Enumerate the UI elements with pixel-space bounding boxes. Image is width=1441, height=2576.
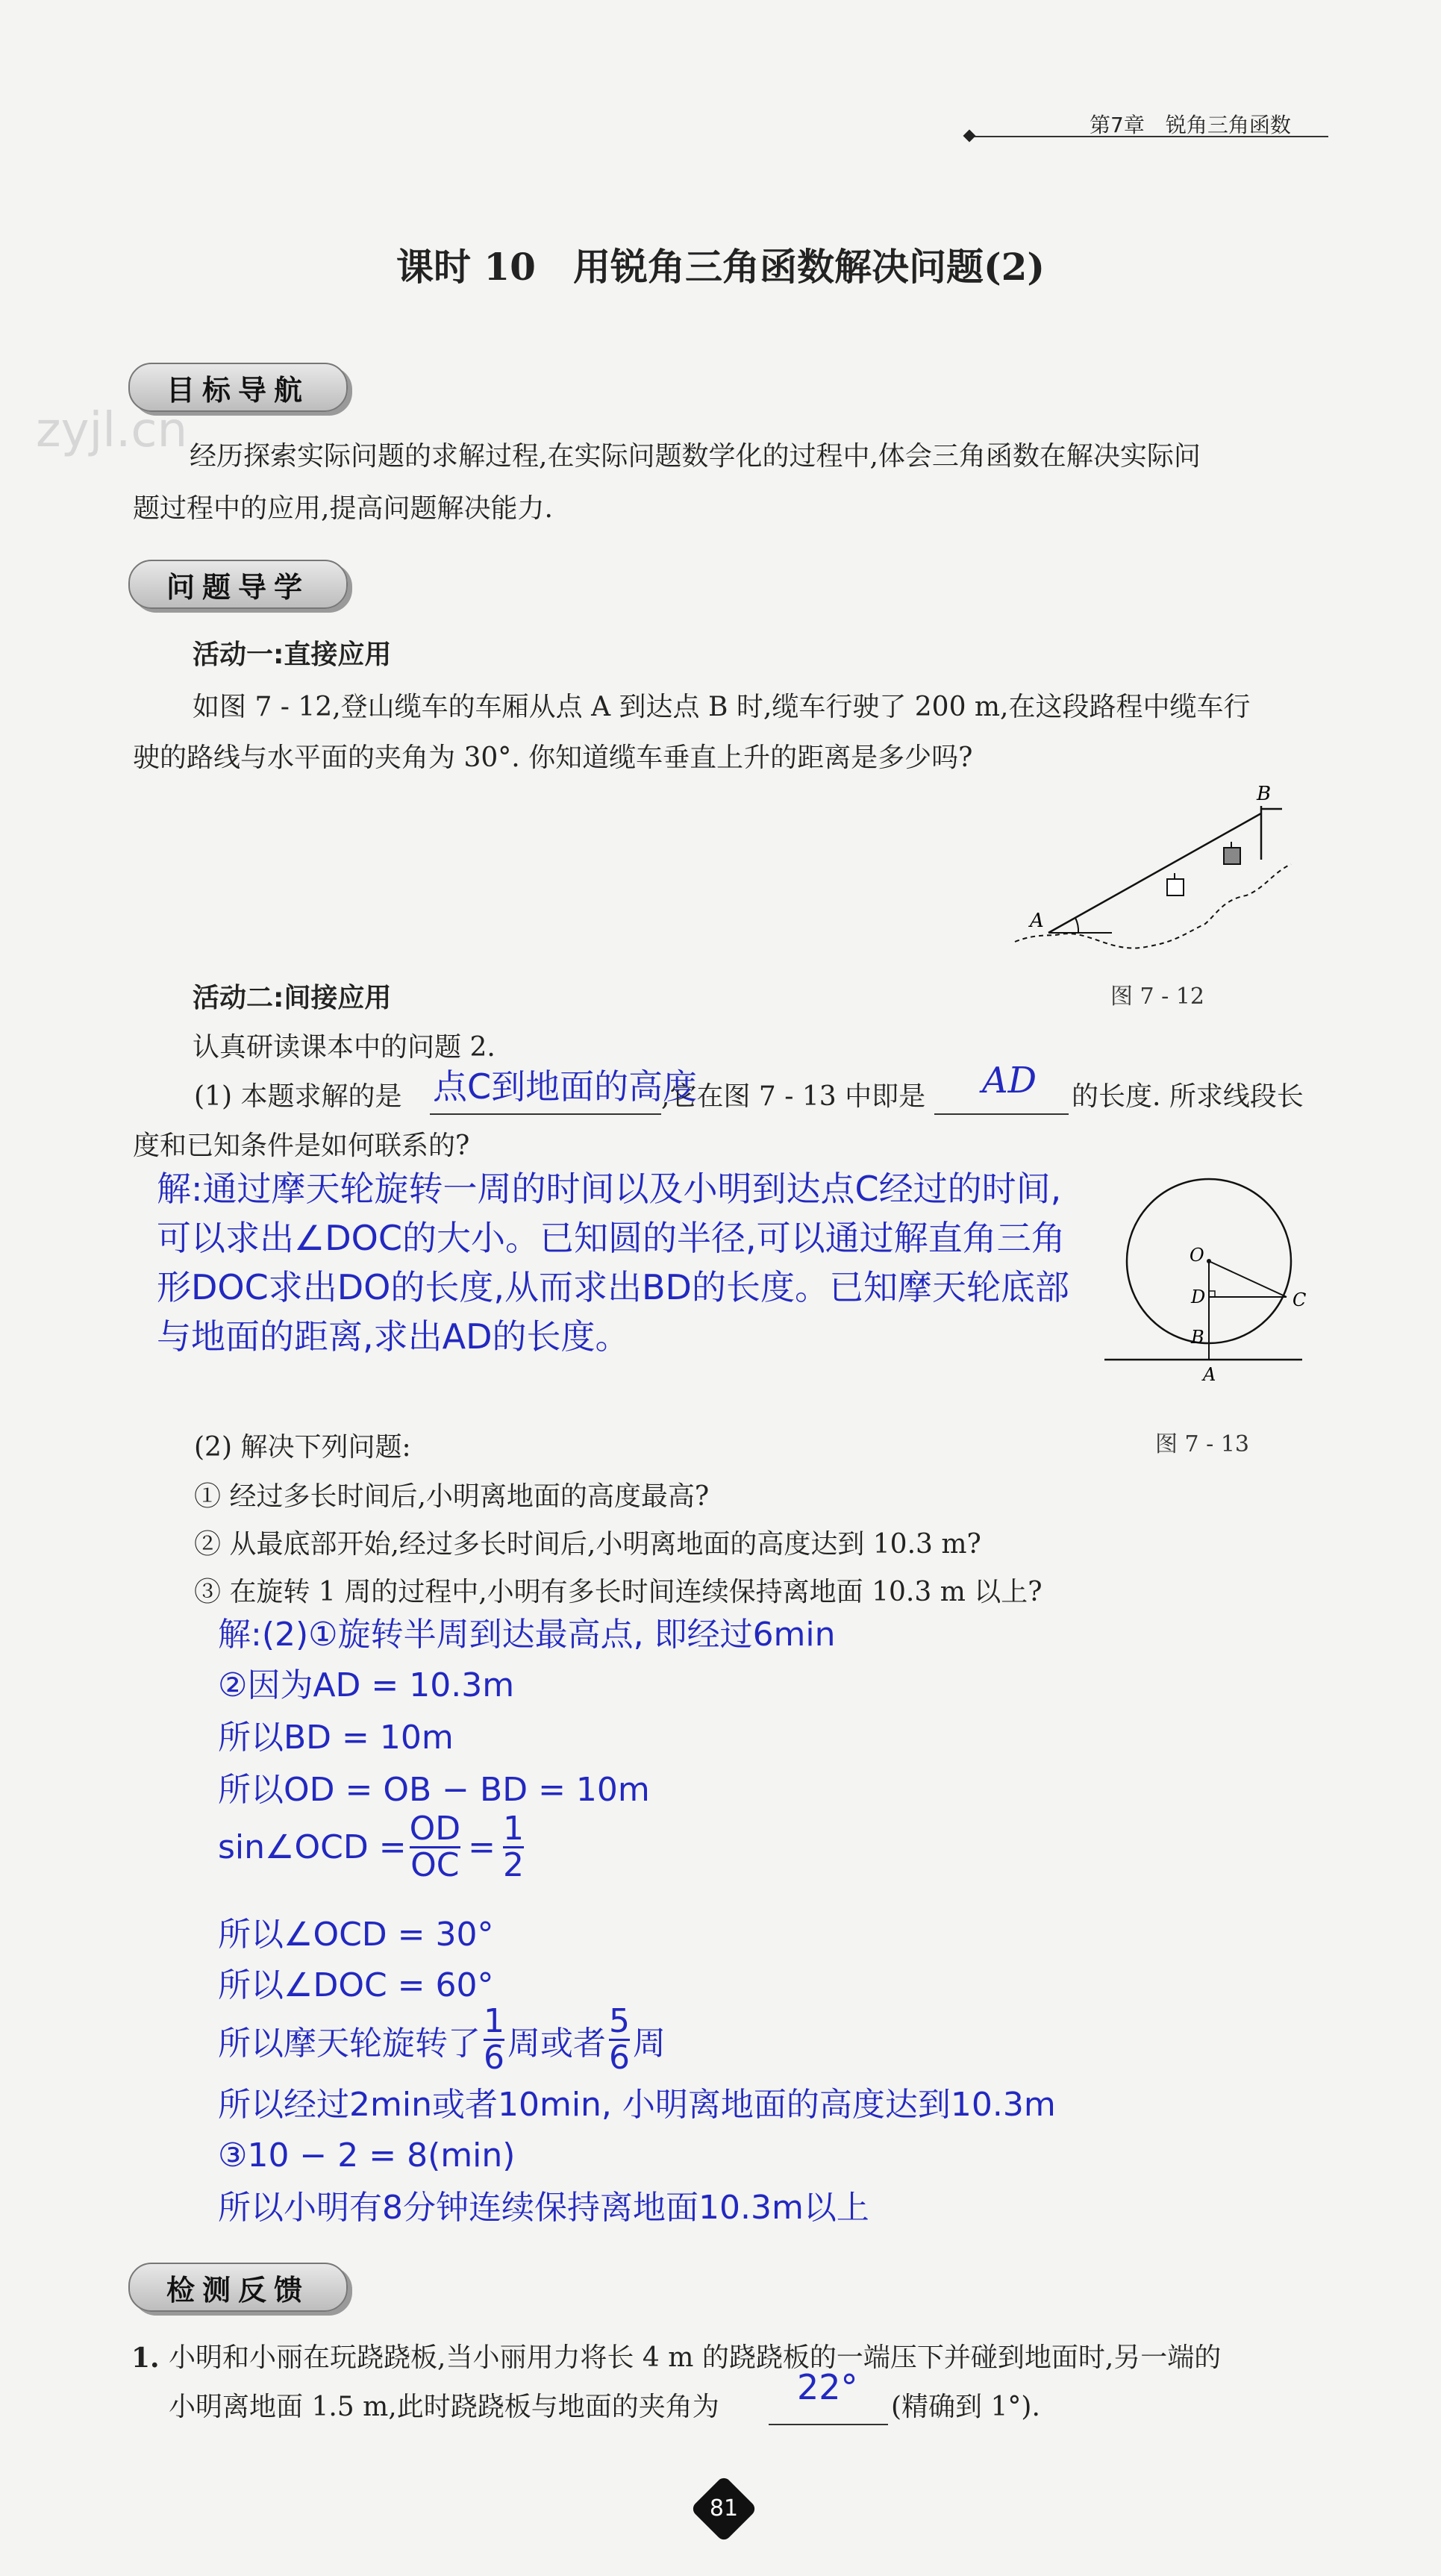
hw2-half-den: 2 <box>502 1846 524 1885</box>
cable-car-empty <box>1167 879 1184 895</box>
q1-prefix: (1) 本题求解的是 <box>194 1081 402 1112</box>
hw2-l8-c: 周 <box>633 2024 666 2063</box>
hw2-sixth-num: 1 <box>484 2002 504 2040</box>
hw2-five-num: 5 <box>609 2002 630 2040</box>
exercise1-line-2-prefix: 小明离地面 1.5 m,此时跷跷板与地面的夹角为 <box>169 2392 719 2422</box>
header-diamond-icon <box>963 130 976 143</box>
hw2-eq: = <box>468 1828 496 1867</box>
hw2-five-den: 6 <box>609 2039 630 2078</box>
activity1-line-2: 驶的路线与水平面的夹角为 30°. 你知道缆车垂直上升的距离是多少吗? <box>133 743 973 773</box>
fig713-label-o: O <box>1190 1245 1204 1266</box>
hw2-line-1: 解:(2)①旋转半周到达最高点, 即经过6min <box>218 1616 836 1654</box>
hw2-line-5 <box>218 1812 527 1883</box>
figure-7-12 <box>1007 776 1306 963</box>
fig713-label-c: C <box>1292 1289 1307 1310</box>
hw2-frac-one-sixth <box>484 2002 504 2078</box>
hw2-frac-od-oc <box>410 1812 461 1883</box>
segment-oc <box>1209 1261 1287 1297</box>
q2-item-1: ① 经过多长时间后,小明离地面的高度最高? <box>194 1481 710 1512</box>
hw2-line-4: 所以OD = OB − BD = 10m <box>218 1771 650 1809</box>
lesson-title: 课时 10 用锐角三角函数解决问题(2) <box>396 245 1045 289</box>
figure-7-13 <box>1097 1164 1321 1388</box>
hw2-line-9: 所以经过2min或者10min, 小明离地面的高度达到10.3m <box>218 2086 1056 2124</box>
q1-line-2: 度和已知条件是如何联系的? <box>133 1131 470 1161</box>
figure-7-13-caption: 图 7 - 13 <box>1155 1431 1250 1457</box>
q1-mid: ,它在图 7 - 13 中即是 <box>661 1081 926 1112</box>
q2-item-3: ③ 在旋转 1 周的过程中,小明有多长时间连续保持离地面 10.3 m 以上? <box>194 1577 1043 1607</box>
section-tag-check: 检测反馈 <box>128 2263 348 2312</box>
activity2-title: 活动二:间接应用 <box>193 983 392 1013</box>
terrain-outline <box>1015 864 1291 948</box>
q1-suffix: 的长度. 所求线段长 <box>1072 1081 1304 1112</box>
hw2-half-num: 1 <box>502 1810 524 1848</box>
header-chapter: 第7章 锐角三角函数 <box>1090 113 1291 137</box>
activity2-intro: 认真研读课本中的问题 2. <box>193 1032 496 1063</box>
figure-7-12-caption: 图 7 - 12 <box>1110 984 1205 1010</box>
page-number: 81 <box>709 2495 739 2522</box>
hw2-frac-den: OC <box>410 1846 460 1885</box>
watermark: zyjl.cn <box>36 403 188 458</box>
fig713-label-d: D <box>1191 1287 1206 1307</box>
hw2-line-11: 所以小明有8分钟连续保持离地面10.3m以上 <box>218 2189 869 2227</box>
hw2-frac-half <box>503 1812 524 1883</box>
right-angle-mark <box>1209 1291 1215 1297</box>
angle-arc <box>1075 918 1078 933</box>
hw2-line-7: 所以∠DOC = 60° <box>218 1966 494 2004</box>
q1-blank-2 <box>934 1113 1069 1115</box>
exercise1-answer: 22° <box>797 2367 858 2407</box>
hw2-l8-b: 周或者 <box>507 2024 606 2063</box>
hw2-line-6: 所以∠OCD = 30° <box>218 1916 494 1954</box>
exercise1-line-1: 小明和小丽在玩跷跷板,当小丽用力将长 4 m 的跷跷板的一端压下并碰到地面时,另一端的 <box>169 2342 1222 2373</box>
hw2-line-8 <box>218 2002 666 2078</box>
fig712-label-a: A <box>1030 910 1044 932</box>
cable-car-filled <box>1224 848 1240 864</box>
exercise1-line-2-suffix: (精确到 1°). <box>891 2392 1040 2422</box>
hw2-line-10: ③10 − 2 = 8(min) <box>218 2136 516 2175</box>
hw-solution-line-4: 与地面的距离,求出AD的长度。 <box>157 1316 630 1357</box>
goal-line-1: 经历探索实际问题的求解过程,在实际问题数学化的过程中,体会三角函数在解决实际问 <box>190 441 1201 472</box>
q1-answer-1: 点C到地面的高度 <box>433 1066 698 1107</box>
goal-line-2: 题过程中的应用,提高问题解决能力. <box>133 493 553 524</box>
hw-solution-line-1: 解:通过摩天轮旋转一周的时间以及小明到达点C经过的时间, <box>157 1169 1062 1209</box>
exercise1-blank <box>769 2424 888 2425</box>
hw2-l8-a: 所以摩天轮旋转了 <box>218 2024 481 2063</box>
hw2-sixth-den: 6 <box>484 2039 504 2078</box>
fig713-label-b: B <box>1191 1327 1204 1348</box>
section-tag-study: 问题导学 <box>128 560 348 609</box>
hw-solution-line-3: 形DOC求出DO的长度,从而求出BD的长度。已知摩天轮底部 <box>157 1267 1069 1307</box>
hw2-sin-lhs: sin∠OCD = <box>218 1828 407 1867</box>
activity1-line-1: 如图 7 - 12,登山缆车的车厢从点 A 到达点 B 时,缆车行驶了 200 m,在这段路程中缆车行 <box>193 692 1251 722</box>
q2-intro: (2) 解决下列问题: <box>194 1432 411 1463</box>
cable-line <box>1048 813 1261 933</box>
q2-item-2: ② 从最底部开始,经过多长时间后,小明离地面的高度达到 10.3 m? <box>194 1529 981 1560</box>
q1-blank-1 <box>430 1113 661 1115</box>
hw2-frac-five-sixths <box>609 2002 630 2078</box>
activity1-title: 活动一:直接应用 <box>193 640 392 670</box>
fig713-label-a: A <box>1203 1364 1216 1385</box>
section-tag-goal: 目标导航 <box>128 363 348 412</box>
hw2-line-2: ②因为AD = 10.3m <box>218 1666 515 1704</box>
q1-answer-2: AD <box>982 1060 1037 1101</box>
exercise1-number: 1. <box>131 2342 160 2374</box>
hw2-frac-num: OD <box>409 1810 461 1848</box>
fig712-label-b: B <box>1257 783 1272 805</box>
hw-solution-line-2: 可以求出∠DOC的大小。已知圆的半径,可以通过解直角三角 <box>157 1218 1066 1258</box>
hw2-line-3: 所以BD = 10m <box>218 1719 454 1757</box>
